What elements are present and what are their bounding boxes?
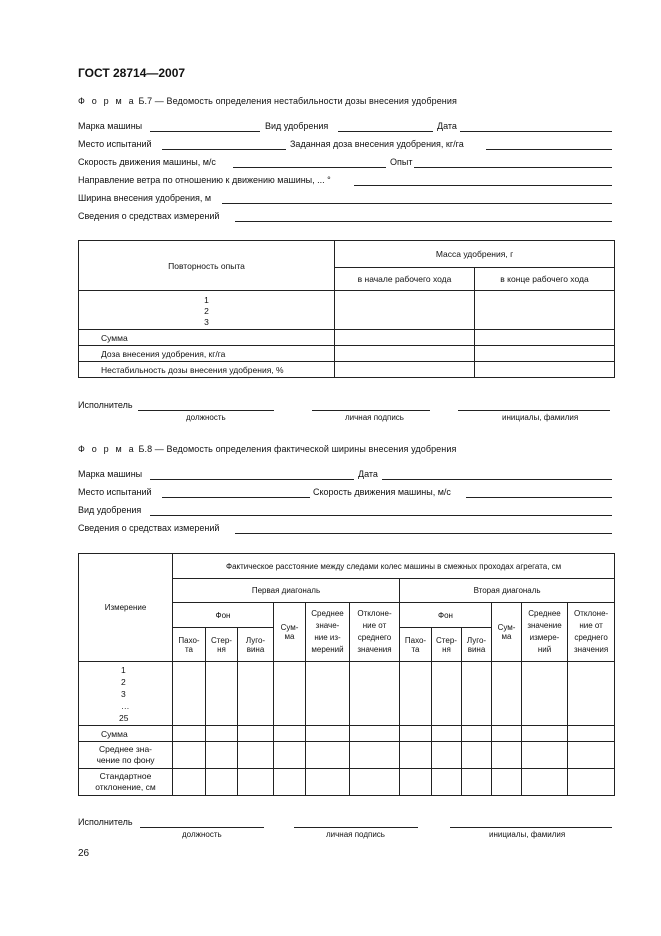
b8-field-speed-label: Скорость движения машины, м/с <box>313 487 451 497</box>
document-number: ГОСТ 28714—2007 <box>78 66 186 80</box>
table-cell[interactable] <box>173 742 206 769</box>
b8-field-instruments-line[interactable] <box>235 533 612 534</box>
b7-position-caption: должность <box>186 413 226 422</box>
b8-field-test-place-line[interactable] <box>162 497 310 498</box>
meadow-header-2: Луго- вина <box>462 628 492 662</box>
table-cell[interactable] <box>522 769 568 796</box>
mean-header-2: Среднее значение измере- ний <box>522 603 568 662</box>
table-cell[interactable] <box>350 769 400 796</box>
table-cell[interactable] <box>306 742 350 769</box>
table-cell[interactable] <box>568 769 615 796</box>
col-measurement-header: Измерение <box>79 554 173 662</box>
b8-field-speed-line[interactable] <box>466 497 612 498</box>
stubble-header-1: Стер- ня <box>206 628 238 662</box>
table-cell[interactable] <box>522 742 568 769</box>
repeat-3: 3 <box>204 316 209 327</box>
table-cell[interactable] <box>492 726 522 742</box>
field-machine-brand-label: Марка машины <box>78 121 143 131</box>
table-cell[interactable] <box>335 291 475 330</box>
repeat-2: 2 <box>204 305 209 316</box>
table-cell[interactable] <box>306 726 350 742</box>
field-instruments-label: Сведения о средствах измерений <box>78 211 220 221</box>
table-cell[interactable] <box>350 726 400 742</box>
field-speed-line[interactable] <box>233 167 386 168</box>
table-cell[interactable] <box>400 742 432 769</box>
b7-initials-caption: инициалы, фамилия <box>502 413 579 422</box>
stubble-header-2: Стер- ня <box>432 628 462 662</box>
b8-initials-line[interactable] <box>450 827 612 828</box>
b8-executor-label: Исполнитель <box>78 817 133 827</box>
form-b7-code: Б.7 <box>138 96 153 106</box>
table-cell[interactable] <box>335 330 475 346</box>
b8-field-date-label: Дата <box>358 469 378 479</box>
background-header-2: Фон <box>400 603 492 628</box>
field-target-dose-label: Заданная доза внесения удобрения, кг/га <box>290 139 464 149</box>
b8-position-line[interactable] <box>140 827 264 828</box>
table-cell[interactable] <box>274 662 306 726</box>
b8-row-sum-label: Сумма <box>79 726 173 742</box>
form-b7-table <box>78 240 615 378</box>
table-cell[interactable] <box>568 726 615 742</box>
table-cell[interactable] <box>475 330 615 346</box>
table-cell[interactable] <box>173 662 206 726</box>
table-cell[interactable] <box>238 742 274 769</box>
b8-signature-line[interactable] <box>294 827 418 828</box>
sum-header-2: Сум- ма <box>492 603 522 662</box>
table-cell[interactable] <box>206 742 238 769</box>
measurement-numbers <box>79 662 173 726</box>
form-b8-title-text: — Ведомость определения фактической ширины внесения удобрения <box>154 444 457 454</box>
table-cell[interactable] <box>522 726 568 742</box>
measurement-25: 25 <box>119 712 129 723</box>
table-cell[interactable] <box>238 726 274 742</box>
table-cell[interactable] <box>432 742 462 769</box>
b7-executor-label: Исполнитель <box>78 400 133 410</box>
b8-row-mean-label: Среднее зна- чение по фону <box>79 742 173 769</box>
plowing-header-1: Пахо- та <box>173 628 206 662</box>
col-end-header: в конце рабочего хода <box>475 268 615 291</box>
table-cell[interactable] <box>475 362 615 378</box>
repeat-numbers <box>79 291 335 330</box>
col-main-header: Фактическое расстояние между следами колес машины в смежных проходах агрегата, см <box>173 554 615 579</box>
table-cell[interactable] <box>173 726 206 742</box>
background-header-1: Фон <box>173 603 274 628</box>
mean-header-1: Среднее значе- ние из- мерений <box>306 603 350 662</box>
table-cell[interactable] <box>206 662 238 726</box>
field-date-label: Дата <box>437 121 457 131</box>
table-cell[interactable] <box>432 726 462 742</box>
field-instruments-line[interactable] <box>235 221 612 222</box>
table-cell[interactable] <box>522 662 568 726</box>
b8-field-machine-brand-label: Марка машины <box>78 469 143 479</box>
b8-field-machine-brand-line[interactable] <box>150 479 354 480</box>
table-cell[interactable] <box>206 726 238 742</box>
table-cell[interactable] <box>462 742 492 769</box>
table-cell[interactable] <box>492 742 522 769</box>
table-cell[interactable] <box>492 769 522 796</box>
col-repeat-header: Повторность опыта <box>79 241 335 291</box>
table-cell[interactable] <box>274 742 306 769</box>
table-cell[interactable] <box>400 726 432 742</box>
table-cell[interactable] <box>475 291 615 330</box>
table-cell[interactable] <box>462 726 492 742</box>
field-wind-direction-label: Направление ветра по отношению к движению машины, ... ° <box>78 175 331 185</box>
table-cell[interactable] <box>350 742 400 769</box>
form-b8-code: Б.8 <box>138 444 153 454</box>
field-machine-brand-line[interactable] <box>150 131 260 132</box>
row-dose-label: Доза внесения удобрения, кг/га <box>79 346 335 362</box>
row-sum-label: Сумма <box>79 330 335 346</box>
table-cell[interactable] <box>568 742 615 769</box>
form-b7-title-text: — Ведомость определения нестабильности дозы внесения удобрения <box>154 96 457 106</box>
b7-position-line[interactable] <box>138 410 274 411</box>
form-b8-title <box>78 444 456 454</box>
deviation-header-1: Отклоне- ние от среднего значения <box>350 603 400 662</box>
table-cell[interactable] <box>432 769 462 796</box>
b7-initials-line[interactable] <box>458 410 610 411</box>
table-cell[interactable] <box>400 769 432 796</box>
table-cell[interactable] <box>238 662 274 726</box>
table-cell[interactable] <box>400 662 432 726</box>
meadow-header-1: Луго- вина <box>238 628 274 662</box>
col-mass-header: Масса удобрения, г <box>335 241 615 268</box>
measurement-3: 3 <box>121 688 126 699</box>
form-b7-prefix: Ф о р м а <box>78 96 136 106</box>
first-diagonal-header: Первая диагональ <box>173 579 400 603</box>
b8-field-fertilizer-type-label: Вид удобрения <box>78 505 142 515</box>
field-spread-width-label: Ширина внесения удобрения, м <box>78 193 212 203</box>
row-instability-label: Нестабильность дозы внесения удобрения, % <box>79 362 335 378</box>
field-experiment-line[interactable] <box>414 167 612 168</box>
plowing-header-2: Пахо- та <box>400 628 432 662</box>
deviation-header-2: Отклоне- ние от среднего значения <box>568 603 615 662</box>
b7-signature-caption: личная подпись <box>345 413 404 422</box>
table-cell[interactable] <box>206 769 238 796</box>
measurement-ellipsis: … <box>121 700 130 711</box>
table-cell[interactable] <box>306 769 350 796</box>
table-cell[interactable] <box>350 662 400 726</box>
b8-field-date-line[interactable] <box>382 479 612 480</box>
form-b7-title <box>78 96 457 106</box>
b8-position-caption: должность <box>182 830 222 839</box>
b7-signature-line[interactable] <box>312 410 430 411</box>
form-b8-table <box>78 553 615 796</box>
table-cell[interactable] <box>568 662 615 726</box>
b8-initials-caption: инициалы, фамилия <box>489 830 566 839</box>
measurement-2: 2 <box>121 676 126 687</box>
field-wind-direction-line[interactable] <box>354 185 612 186</box>
measurements-row <box>79 662 615 726</box>
col-start-header: в начале рабочего хода <box>335 268 475 291</box>
b8-row-std-label: Стандартное отклонение, см <box>79 769 173 796</box>
table-cell[interactable] <box>238 769 274 796</box>
field-target-dose-line[interactable] <box>486 149 612 150</box>
repeat-1: 1 <box>204 294 209 305</box>
field-test-place-line[interactable] <box>162 149 286 150</box>
field-fertilizer-type-label: Вид удобрения <box>265 121 329 131</box>
field-experiment-label: Опыт <box>390 157 413 167</box>
table-cell[interactable] <box>274 726 306 742</box>
form-b8-prefix: Ф о р м а <box>78 444 136 454</box>
field-fertilizer-type-line[interactable] <box>338 131 433 132</box>
b8-signature-caption: личная подпись <box>326 830 385 839</box>
page-number: 26 <box>78 848 90 859</box>
measurement-1: 1 <box>121 664 126 675</box>
table-cell[interactable] <box>306 662 350 726</box>
field-speed-label: Скорость движения машины, м/с <box>78 157 216 167</box>
field-date-line[interactable] <box>460 131 612 132</box>
table-cell[interactable] <box>335 346 475 362</box>
field-test-place-label: Место испытаний <box>78 139 152 149</box>
table-cell[interactable] <box>462 662 492 726</box>
table-cell[interactable] <box>173 769 206 796</box>
table-cell[interactable] <box>462 769 492 796</box>
b8-field-fertilizer-type-line[interactable] <box>150 515 612 516</box>
table-cell[interactable] <box>274 769 306 796</box>
table-cell[interactable] <box>492 662 522 726</box>
table-cell[interactable] <box>432 662 462 726</box>
b8-field-instruments-label: Сведения о средствах измерений <box>78 523 220 533</box>
second-diagonal-header: Вторая диагональ <box>400 579 615 603</box>
field-spread-width-line[interactable] <box>222 203 612 204</box>
table-cell[interactable] <box>475 346 615 362</box>
sum-header-1: Сум- ма <box>274 603 306 662</box>
table-cell[interactable] <box>335 362 475 378</box>
b8-field-test-place-label: Место испытаний <box>78 487 152 497</box>
